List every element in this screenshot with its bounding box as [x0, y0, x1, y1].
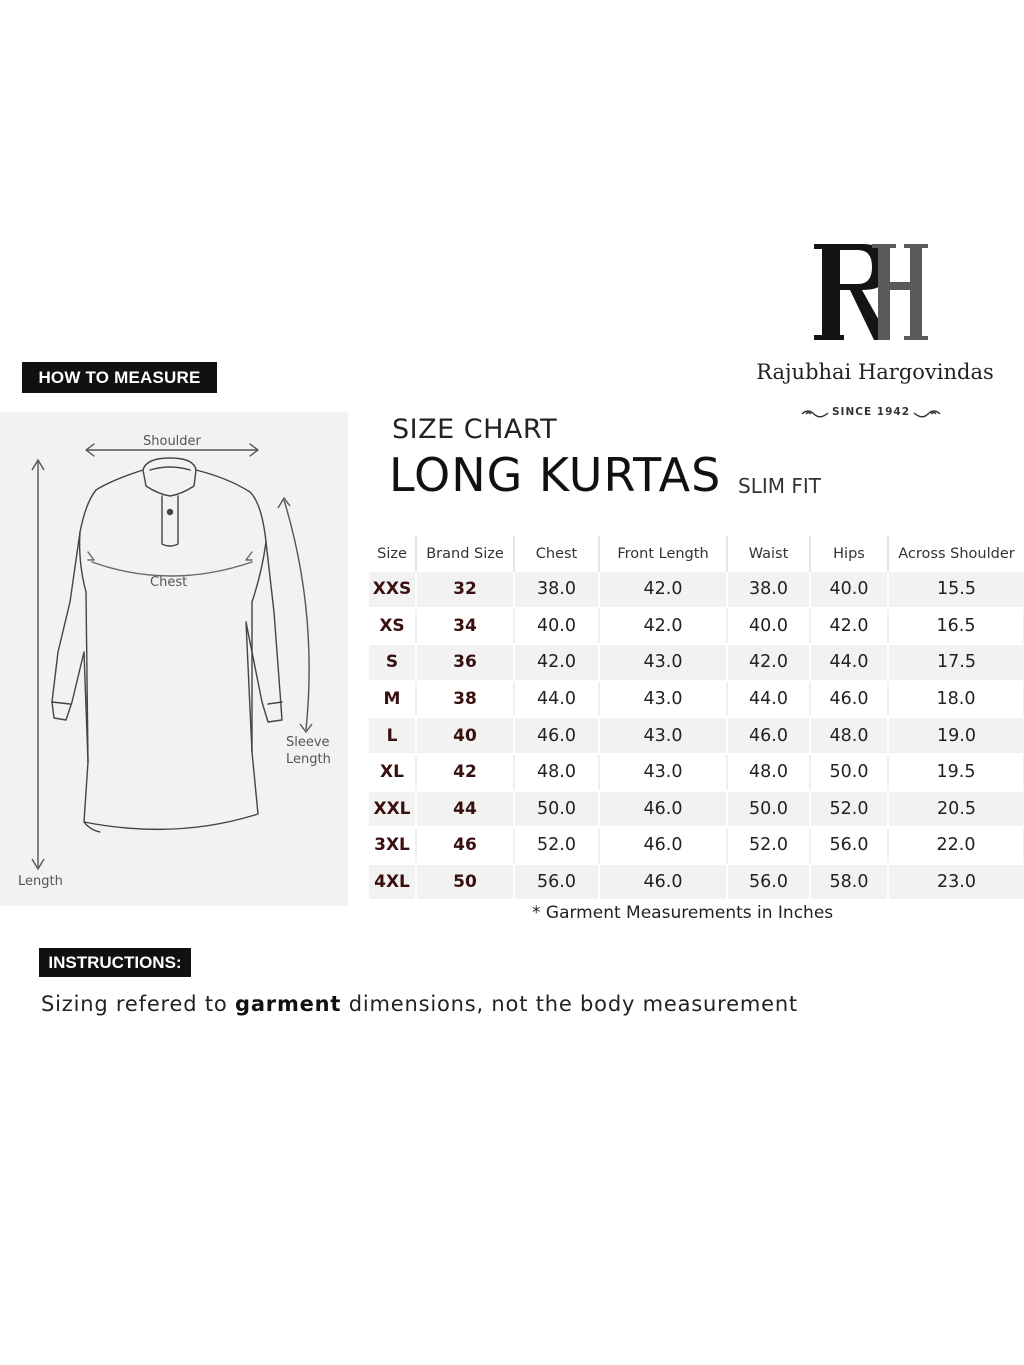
brand-size-cell: 34 [416, 608, 514, 645]
size-cell: 3XL [369, 827, 416, 864]
size-cell: 4XL [369, 864, 416, 901]
column-header: Chest [514, 536, 599, 572]
table-row [369, 608, 1024, 645]
measurement-cell: 50.0 [514, 791, 599, 828]
product-title: LONG KURTAS [389, 448, 722, 502]
column-header: Across Shoulder [898, 546, 1015, 562]
measurement-cell: 19.5 [888, 754, 1024, 791]
measurement-cell: 20.5 [888, 791, 1024, 828]
since-ornament [800, 405, 944, 423]
measurement-cell: 48.0 [727, 754, 810, 791]
measurement-cell: 52.0 [810, 791, 888, 828]
fit-label: SLIM FIT [738, 474, 821, 498]
measurement-cell: 50.0 [727, 791, 810, 828]
measurement-cell: 46.0 [810, 681, 888, 718]
size-cell: XL [369, 754, 416, 791]
measurement-cell: 52.0 [514, 827, 599, 864]
measurement-cell: 52.0 [727, 827, 810, 864]
sleeve-length-label-1: Sleeve [286, 735, 330, 750]
measurement-cell: 43.0 [599, 644, 727, 681]
measurement-cell: 48.0 [514, 754, 599, 791]
size-cell: XXS [369, 572, 416, 608]
brand-size-cell: 44 [416, 791, 514, 828]
table-row [369, 681, 1024, 718]
measurement-cell: 46.0 [514, 717, 599, 754]
measurement-cell: 42.0 [599, 572, 727, 608]
column-header: Front Length [599, 536, 727, 572]
measurement-cell: 42.0 [599, 608, 727, 645]
measurement-cell: 43.0 [599, 754, 727, 791]
measurement-cell: 48.0 [810, 717, 888, 754]
size-cell: M [369, 681, 416, 718]
sleeve-length-label-2: Length [286, 752, 331, 767]
measurement-note: * Garment Measurements in Inches [532, 903, 834, 923]
brand-logo [812, 240, 932, 344]
size-cell: XS [369, 608, 416, 645]
measurement-cell: 40.0 [514, 608, 599, 645]
column-header: Brand Size [416, 536, 514, 572]
since-label: SINCE 1942 [832, 406, 911, 418]
measurement-cell: 43.0 [599, 681, 727, 718]
measurement-cell: 46.0 [599, 791, 727, 828]
measurement-cell: 56.0 [514, 864, 599, 901]
size-cell: S [369, 644, 416, 681]
table-row [369, 827, 1024, 864]
measurement-cell: 46.0 [599, 827, 727, 864]
measurement-cell: 40.0 [727, 608, 810, 645]
instructions-badge: INSTRUCTIONS: [39, 948, 191, 977]
measurement-cell: 23.0 [888, 864, 1024, 901]
measurement-cell: 58.0 [810, 864, 888, 901]
table-row [369, 644, 1024, 681]
table-row [369, 572, 1024, 608]
column-header: Waist [727, 536, 810, 572]
brand-size-cell: 40 [416, 717, 514, 754]
measurement-cell: 15.5 [888, 572, 1024, 608]
brand-size-cell: 46 [416, 827, 514, 864]
measurement-cell: 44.0 [514, 681, 599, 718]
measurement-cell: 56.0 [727, 864, 810, 901]
left-flourish-icon [800, 408, 830, 420]
measurement-cell: 40.0 [810, 572, 888, 608]
measurement-cell: 38.0 [727, 572, 810, 608]
brand-size-cell: 32 [416, 572, 514, 608]
brand-size-cell: 36 [416, 644, 514, 681]
measurement-cell: 44.0 [810, 644, 888, 681]
measurement-cell: 43.0 [599, 717, 727, 754]
measurement-cell: 19.0 [888, 717, 1024, 754]
measurement-cell: 46.0 [599, 864, 727, 901]
column-header: Size [369, 536, 416, 572]
measurement-cell: 56.0 [810, 827, 888, 864]
measurement-cell: 42.0 [514, 644, 599, 681]
measurement-cell: 44.0 [727, 681, 810, 718]
brand-size-cell: 42 [416, 754, 514, 791]
brand-name: Rajubhai Hargovindas [756, 360, 994, 384]
size-chart-title: SIZE CHART [392, 414, 558, 445]
table-row [369, 717, 1024, 754]
measurement-cell: 17.5 [888, 644, 1024, 681]
table-header-row [369, 536, 1024, 572]
instructions-text-bold: garment [235, 992, 342, 1016]
measurement-cell: 50.0 [810, 754, 888, 791]
kurta-illustration [0, 412, 348, 906]
table-row [369, 754, 1024, 791]
instructions-text [41, 992, 798, 1016]
measurement-cell: 42.0 [810, 608, 888, 645]
measurement-cell: 42.0 [727, 644, 810, 681]
length-label: Length [18, 874, 63, 889]
measurement-cell: 18.0 [888, 681, 1024, 718]
measurement-cell: 22.0 [888, 827, 1024, 864]
size-table [369, 536, 1024, 901]
measurement-diagram [0, 412, 348, 906]
how-to-measure-badge: HOW TO MEASURE [22, 362, 217, 393]
column-header: Hips [810, 536, 888, 572]
measurement-cell: 46.0 [727, 717, 810, 754]
measurement-cell: 38.0 [514, 572, 599, 608]
brand-size-cell: 50 [416, 864, 514, 901]
instructions-text-end: dimensions, not the body measurement [341, 992, 798, 1016]
table-row [369, 791, 1024, 828]
size-cell: XXL [369, 791, 416, 828]
brand-size-cell: 38 [416, 681, 514, 718]
chest-label: Chest [150, 575, 188, 590]
instructions-text-start: Sizing refered to [41, 992, 235, 1016]
table-row [369, 864, 1024, 901]
measurement-cell: 16.5 [888, 608, 1024, 645]
size-cell: L [369, 717, 416, 754]
shoulder-label: Shoulder [143, 434, 201, 449]
right-flourish-icon [912, 408, 942, 420]
